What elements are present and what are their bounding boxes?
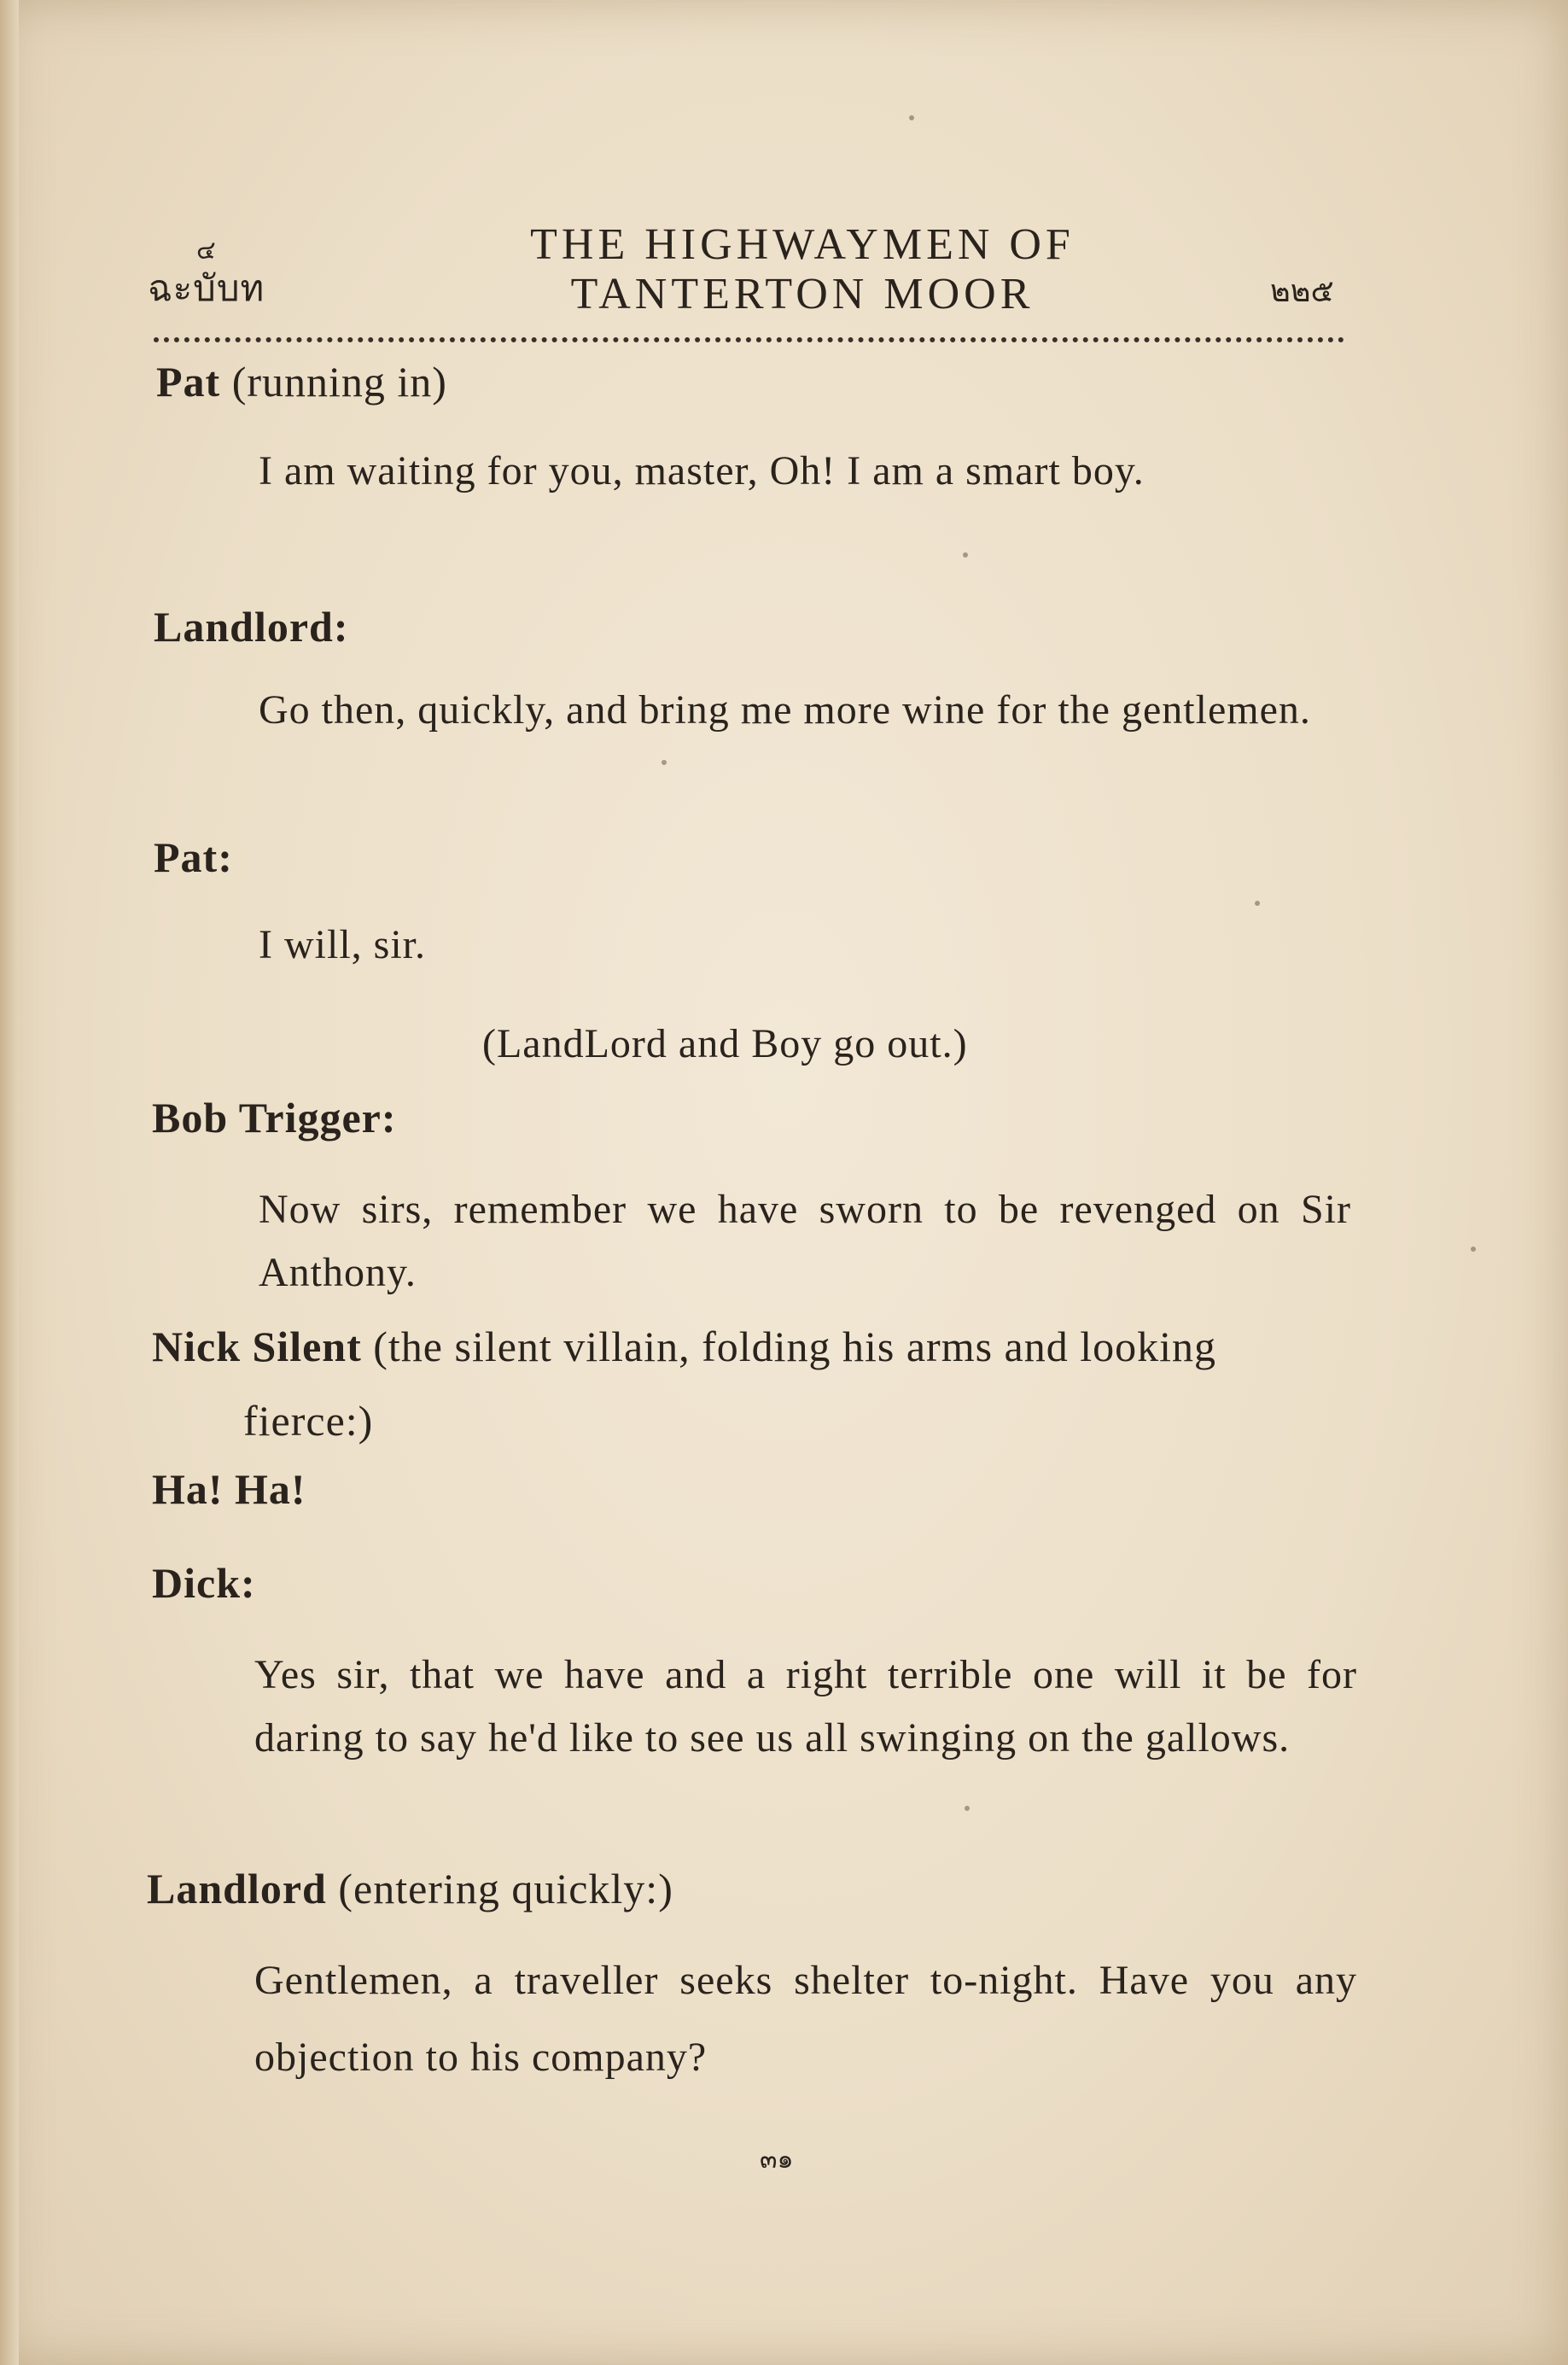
speaker-name: Bob Trigger: [152, 1094, 397, 1142]
stage-direction-continued: fierce:) [243, 1397, 374, 1445]
stage-direction: (entering quickly:) [338, 1865, 673, 1912]
header-page-number: ๒๒๕ [1270, 274, 1334, 308]
stage-direction-centered: (LandLord and Boy go out.) [482, 1021, 968, 1066]
dialogue-text: Now sirs, remember we have sworn to be revenged on Sir Anthony. [259, 1187, 1351, 1295]
speaker-line [156, 357, 447, 406]
speaker-line [152, 1558, 256, 1608]
paper-speck [909, 115, 914, 120]
paper-speck [965, 1806, 970, 1811]
stage-direction: (the silent villain, folding his arms and looking [373, 1323, 1217, 1370]
stage-direction: (running in) [231, 358, 447, 406]
speaker-line [152, 1093, 397, 1142]
speaker-name: Landlord: [154, 603, 349, 651]
paper-speck [963, 552, 968, 558]
dialogue-text: Go then, quickly, and bring me more wine for the gentlemen. [259, 687, 1311, 733]
dialogue-text: Gentlemen, a traveller seeks shelter to-night. Have you any objection to his company? [254, 1958, 1357, 2080]
paper-speck [1255, 901, 1260, 906]
running-title-line1: THE HIGHWAYMEN OF [530, 220, 1075, 269]
running-title-line2: TANTERTON MOOR [570, 270, 1035, 318]
speaker-name: Pat [156, 358, 221, 406]
speaker-exclamation: Ha! Ha! [152, 1465, 306, 1513]
paper-speck [662, 760, 667, 765]
dialogue-text: Yes sir, that we have and a right terrible one will it be for daring to say he'd like to see us all swinging on the gallows. [254, 1652, 1357, 1761]
speaker-line [154, 602, 349, 651]
paper-speck [1471, 1247, 1476, 1252]
speaker-line [154, 832, 233, 882]
page-spine-edge [0, 0, 19, 2365]
header-dotted-rule [154, 337, 1344, 342]
dialogue-text: I will, sir. [259, 922, 427, 967]
header-left-label: ฉะบับท [148, 270, 265, 309]
speaker-name: Nick Silent [152, 1323, 362, 1370]
header-left-mark: ๔ [196, 236, 216, 265]
speaker-name: Pat: [154, 833, 233, 881]
page-number: ๓๑ [760, 2146, 794, 2174]
speaker-line [152, 1322, 1216, 1371]
speaker-name: Landlord [147, 1865, 327, 1912]
running-title [461, 220, 1144, 319]
speaker-line [147, 1864, 673, 1913]
dialogue-text: I am waiting for you, master, Oh! I am a smart boy. [259, 448, 1145, 493]
speaker-line [152, 1464, 306, 1514]
speaker-name: Dick: [152, 1559, 256, 1607]
